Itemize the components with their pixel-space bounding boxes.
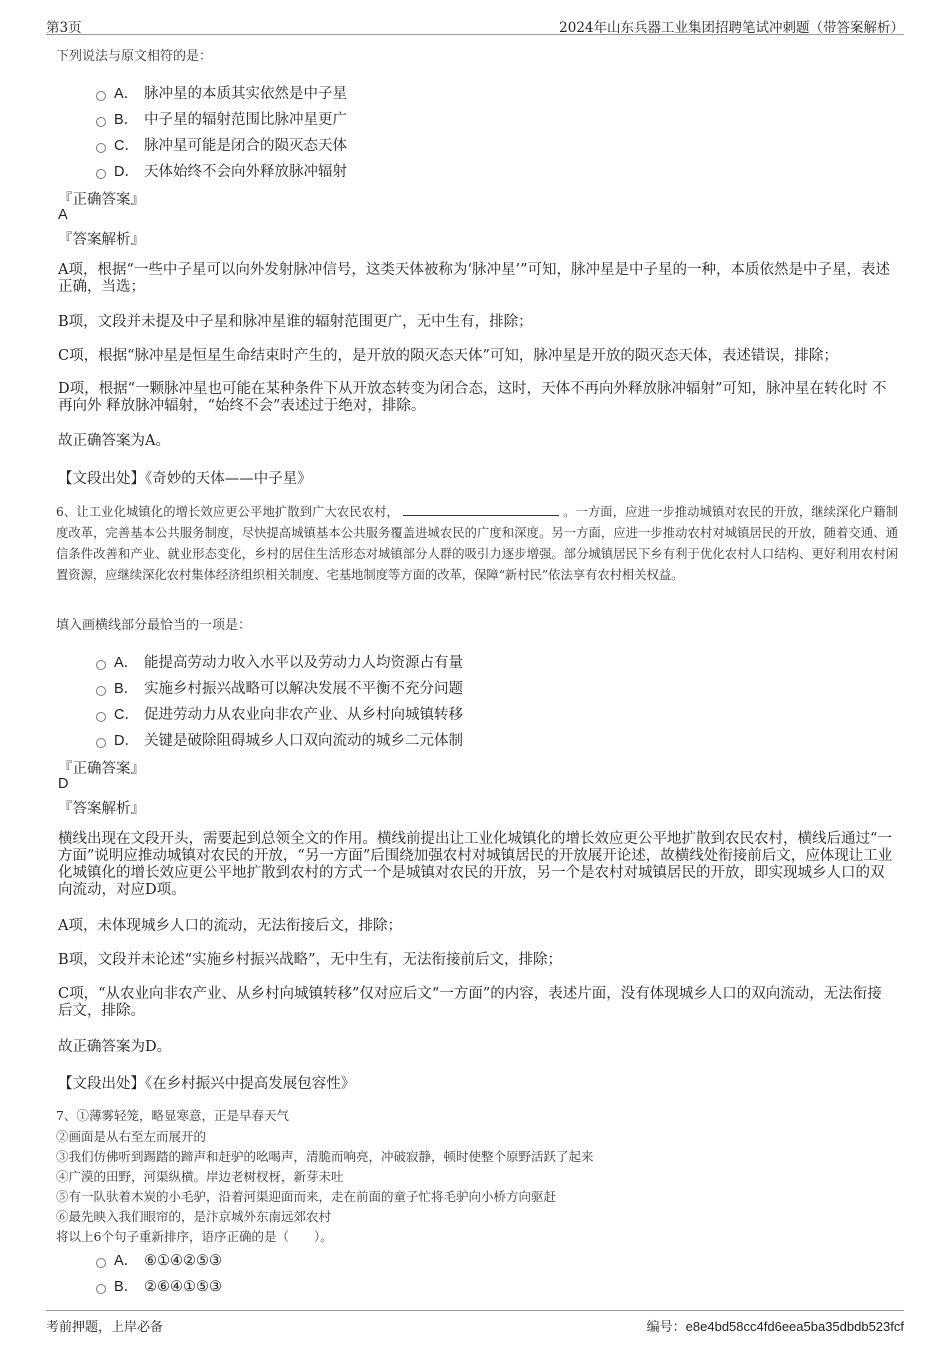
answer-value: D xyxy=(58,776,69,792)
radio-icon[interactable] xyxy=(96,143,106,153)
source-citation: 【文段出处】《在乡村振兴中提高发展包容性》 xyxy=(58,1076,356,1092)
fill-blank xyxy=(403,503,559,516)
radio-icon[interactable] xyxy=(96,1258,106,1268)
option-b[interactable]: B． 中子星的辐射范围比脉冲星更广 xyxy=(96,108,347,129)
sentence-line: ⑥最先映入我们眼帘的，是汴京城外东南远郊农村 xyxy=(56,1209,332,1224)
source-citation: 【文段出处】《奇妙的天体——中子星》 xyxy=(58,471,312,487)
radio-icon[interactable] xyxy=(96,91,106,101)
question-passage: 6、让工业化城镇化的增长效应更公平地扩散到广大农民农村， 。一方面，应进一步推动城镇对农民的开放，继续深化户籍制度改革，完善基本公共服务制度，尽快提高城镇基本公共服务覆盖进城农民的广度和深度。另一方面，应进一步推动农村对城镇居民的开放，随着交通、通信条件改善和产业、就业形态变化，乡村的居住生活形态对城镇部分人群的吸引力逐步增强。部分城镇居民下乡有利于优化农村人口结构、更好利用农村闲置资源，应继续深化农村集体经济组织相关制度、宅基地制度等方面的改革，保障“新村民”依法享有农村相关权益。 xyxy=(56,505,898,582)
page-header xyxy=(46,14,904,35)
analysis-paragraph: C项，“从农业向非农产业、从乡村向城镇转移”仅对应后文“一方面”的内容，表述片面，没有体现城乡人口的双向流动，无法衔接后文，排除。 xyxy=(58,986,882,1019)
page-number: 第3页 xyxy=(46,20,82,36)
option-b[interactable]: B． ②⑥④①⑤③ xyxy=(96,1275,222,1296)
sentence-line: ③我们仿佛听到踢踏的蹄声和赶驴的吆喝声，清脆而响亮，冲破寂静，顿时使整个原野活跃了起来 xyxy=(56,1149,594,1164)
question-prompt: 填入画横线部分最恰当的一项是： xyxy=(56,618,252,633)
answer-label: 『正确答案』 xyxy=(58,761,145,777)
option-d[interactable]: D． 关键是破除阻碍城乡人口双向流动的城乡二元体制 xyxy=(96,729,463,750)
question-prompt: 将以上6个句子重新排序，语序正确的是（ ）。 xyxy=(56,1229,333,1244)
answer-label: 『正确答案』 xyxy=(58,192,145,208)
option-c[interactable]: C． 促进劳动力从农业向非农产业、从乡村向城镇转移 xyxy=(96,703,463,724)
radio-icon[interactable] xyxy=(96,712,106,722)
analysis-paragraph: 横线出现在文段开头，需要起到总领全文的作用。横线前提出让工业化城镇化的增长效应更公平地扩散到农民农村，横线后通过“一方面”说明应推动城镇对农民的开放，“另一方面”后围绕加强农村对城镇居民的开放展开论述，故横线处衔接前后文，应体现让工业化城镇化的增长效应更公平地扩散到农村的方式一个是城镇对农民的开放，另一个是农村对城镇居民的开放，即实现城乡人口的双向流动，对应D项。 xyxy=(58,831,893,898)
question-prompt: 下列说法与原文相符的是： xyxy=(56,49,213,64)
radio-icon[interactable] xyxy=(96,686,106,696)
analysis-paragraph: B项，文段并未论述“实施乡村振兴战略”，无中生有，无法衔接前后文，排除； xyxy=(58,952,562,968)
analysis-conclusion: 故正确答案为D。 xyxy=(58,1039,172,1055)
radio-icon[interactable] xyxy=(96,117,106,127)
sentence-line: ④广漠的田野，河渠纵横。岸边老树杈枒，新芽未吐 xyxy=(56,1169,344,1184)
radio-icon[interactable] xyxy=(96,1284,106,1294)
sentence-line: 7、①薄雾轻笼，略显寒意，正是早春天气 xyxy=(56,1108,289,1123)
analysis-paragraph: A项，未体现城乡人口的流动，无法衔接后文，排除； xyxy=(58,918,402,934)
option-b[interactable]: B． 实施乡村振兴战略可以解决发展不平衡不充分问题 xyxy=(96,677,463,698)
page-footer xyxy=(46,1310,904,1335)
analysis-paragraph: C项，根据“脉冲星是恒星生命结束时产生的，是开放的陨灭态天体”可知，脉冲星是开放的陨灭态天体，表述错误，排除； xyxy=(58,348,838,364)
analysis-label: 『答案解析』 xyxy=(58,801,145,817)
sentence-line: ⑤有一队驮着木炭的小毛驴，沿着河渠迎面而来，走在前面的童子忙将毛驴向小桥方向驱赶 xyxy=(56,1189,557,1204)
sentence-line: ②画面是从右至左而展开的 xyxy=(56,1129,207,1144)
option-a[interactable]: A． 能提高劳动力收入水平以及劳动力人均资源占有量 xyxy=(96,651,463,672)
analysis-paragraph: A项，根据“一些中子星可以向外发射脉冲信号，这类天体被称为‘脉冲星’”可知，脉冲星是中子星的一种，本质依然是中子星，表述正确，当选； xyxy=(58,262,891,295)
radio-icon[interactable] xyxy=(96,660,106,670)
radio-icon[interactable] xyxy=(96,169,106,179)
analysis-paragraph: B项，文段并未提及中子星和脉冲星谁的辐射范围更广，无中生有，排除； xyxy=(58,314,533,330)
footer-slogan: 考前押题，上岸必备 xyxy=(46,1320,164,1335)
option-c[interactable]: C． 脉冲星可能是闭合的陨灭态天体 xyxy=(96,134,347,155)
option-a[interactable]: A． 脉冲星的本质其实依然是中子星 xyxy=(96,82,347,103)
analysis-label: 『答案解析』 xyxy=(58,232,145,248)
radio-icon[interactable] xyxy=(96,738,106,748)
analysis-paragraph: D项，根据“一颗脉冲星也可能在某种条件下从开放态转变为闭合态，这时，天体不再向外释放脉冲辐射”可知，脉冲星在转化时 不再向外 释放脉冲辐射，“始终不会”表述过于绝对，排除。 xyxy=(58,381,887,414)
option-a[interactable]: A． ⑥①④②⑤③ xyxy=(96,1249,222,1270)
analysis-conclusion: 故正确答案为A。 xyxy=(58,433,170,449)
option-d[interactable]: D． 天体始终不会向外释放脉冲辐射 xyxy=(96,160,347,181)
document-id: 编号：e8e4bd58cc4fd6eea5ba35dbdb523fcf xyxy=(646,1319,904,1334)
document-title: 2024年山东兵器工业集团招聘笔试冲刺题（带答案解析） xyxy=(559,20,904,36)
answer-value: A xyxy=(58,207,68,223)
